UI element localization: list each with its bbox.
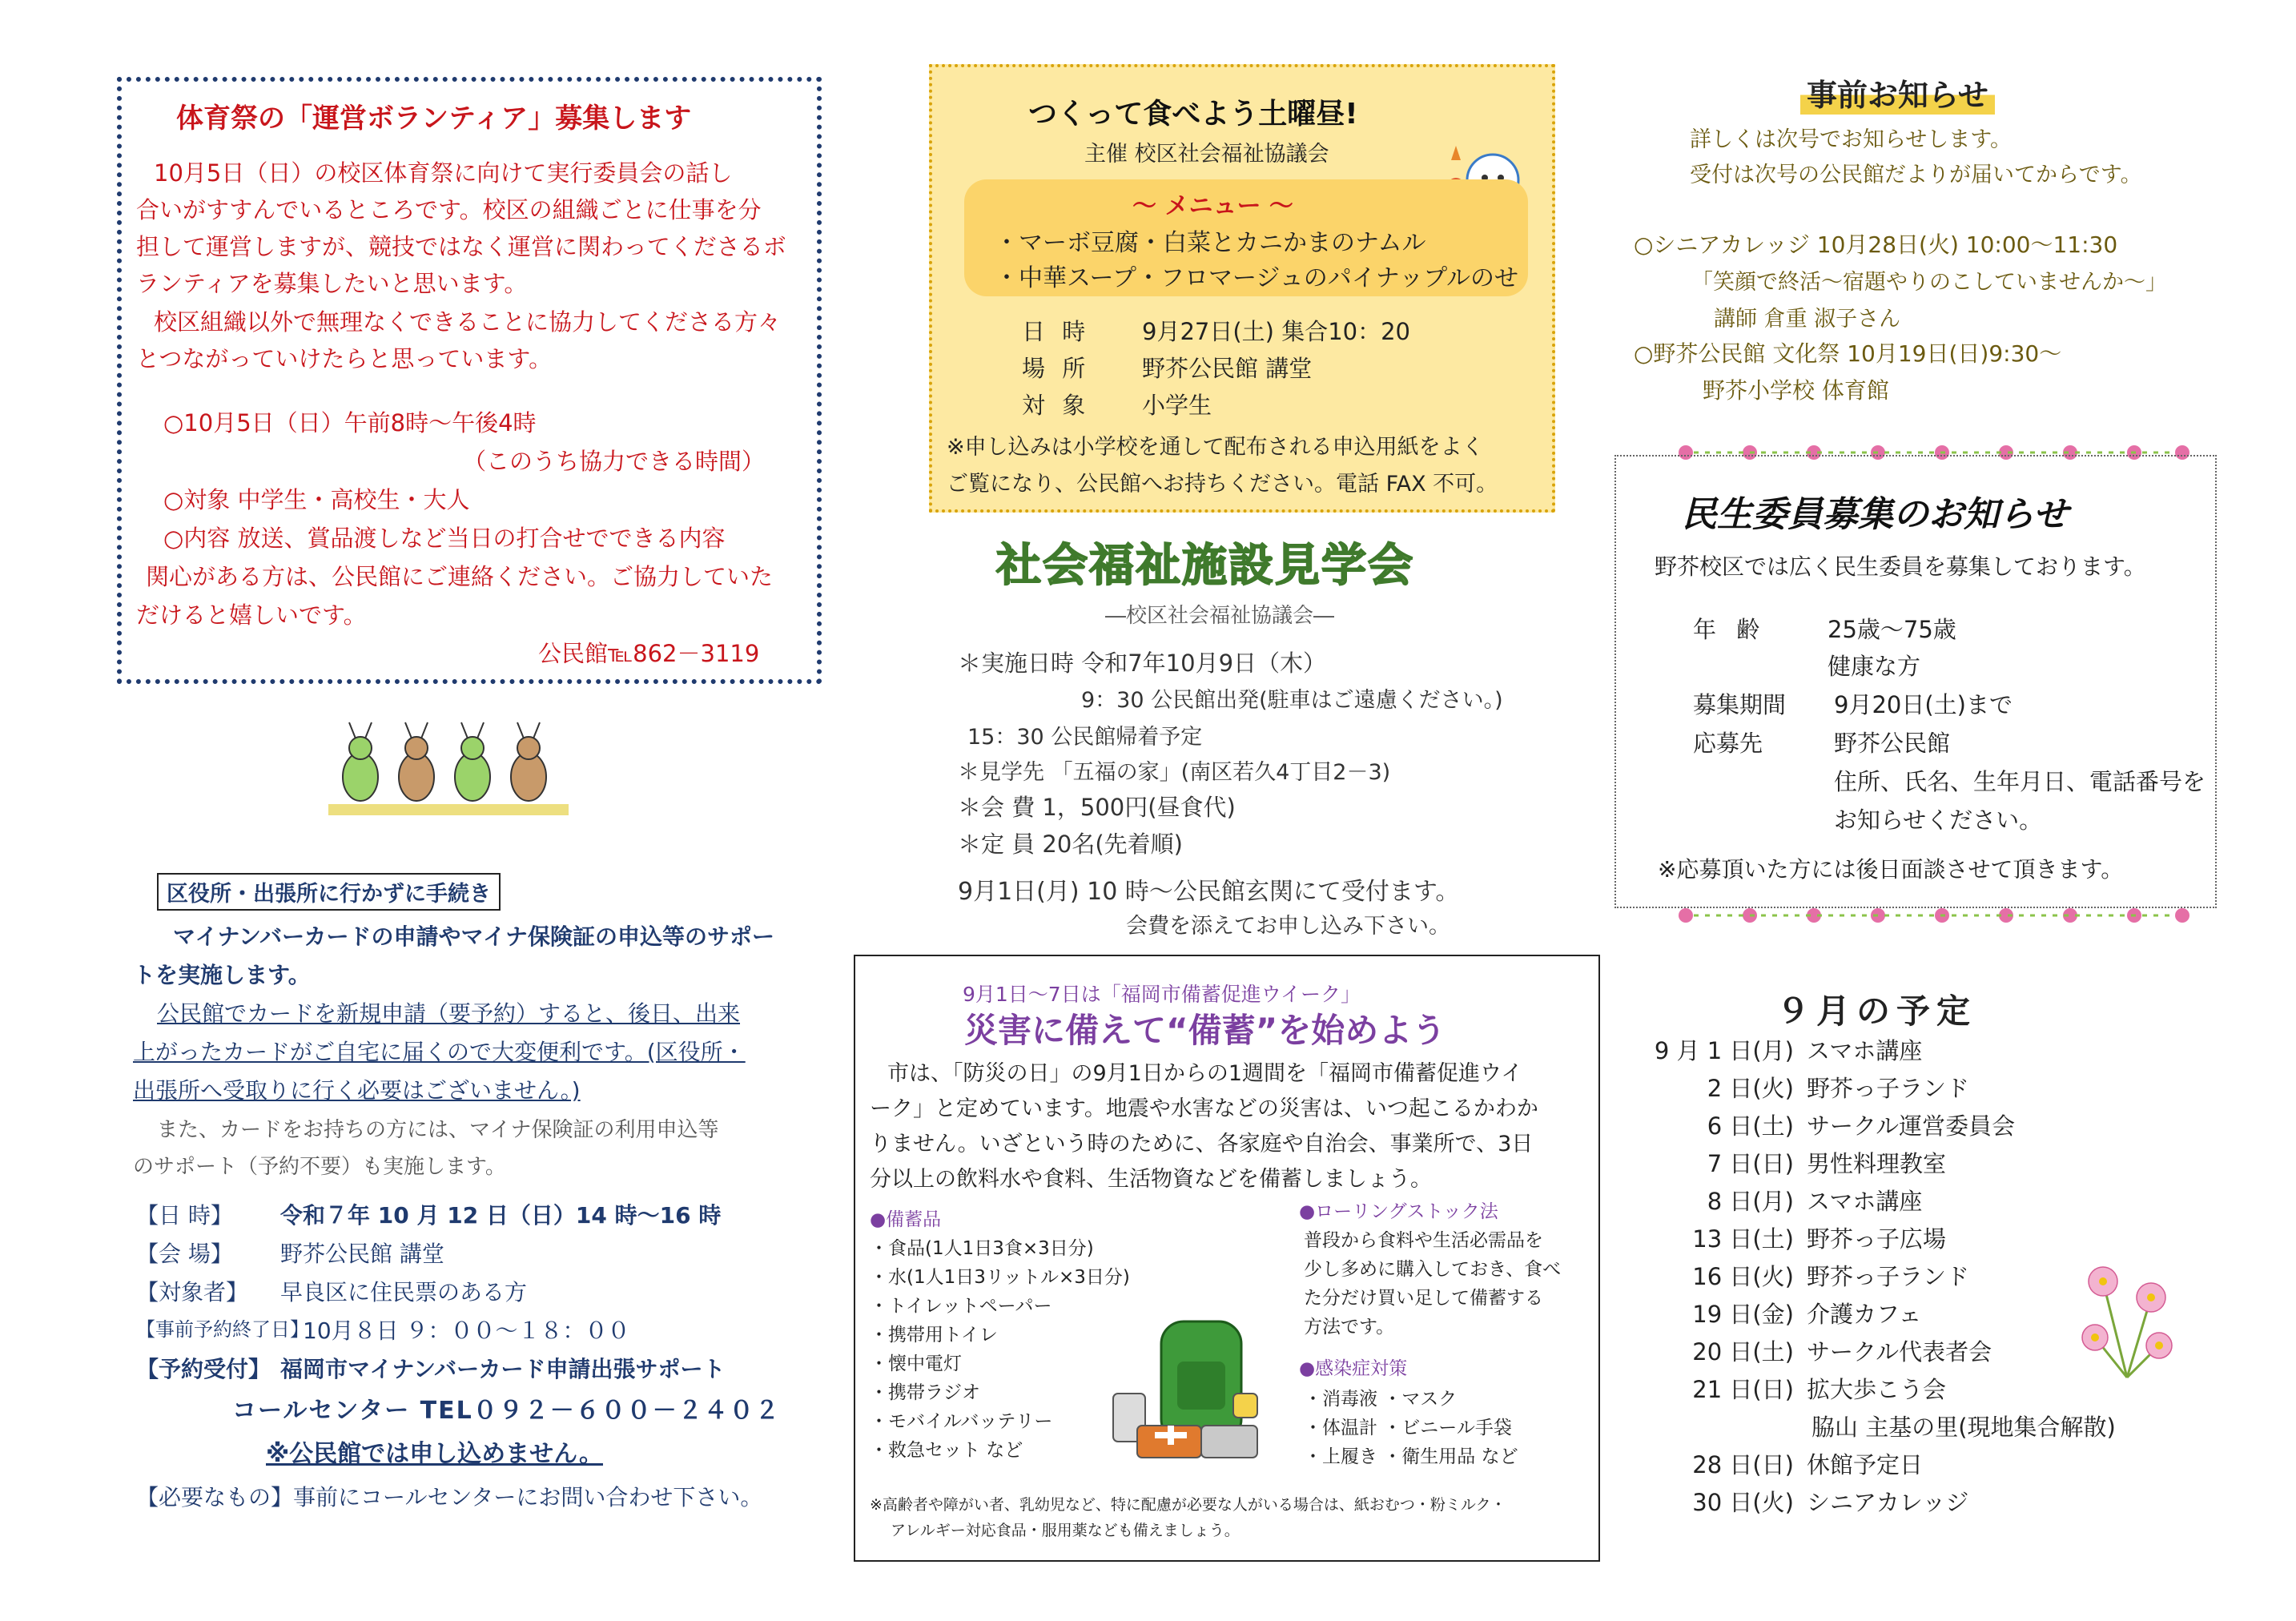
stock-item: ・懐中電灯 [870, 1354, 962, 1374]
visit-subtitle: ―校区社会福祉協議会― [1105, 604, 1335, 628]
volunteer-tel: 公民館℡862－3119 [538, 640, 760, 667]
schedule-event: 休館予定日 [1807, 1451, 1924, 1478]
visit-line: ＊定 員 20名(先着順) [958, 831, 1183, 858]
stock-item: ・携帯用トイレ [870, 1325, 998, 1345]
visit-line: ＊会 費 1，500円(昼食代) [958, 794, 1236, 821]
minsei-box [1614, 455, 2217, 908]
disaster-body: りません。いざという時のために、各家庭や自治会、事業所で、3日 [870, 1132, 1534, 1156]
mynumber-underlined: 上がったカードがご自宅に届くので大変便利です。(区役所・ [133, 1039, 746, 1065]
disaster-footnote: アレルギー対応食品・服用薬なども備えましょう。 [891, 1522, 1240, 1539]
schedule-date: 20 日(土) [1692, 1338, 1794, 1366]
insect-icon [399, 722, 434, 801]
mynumber-row-value: 野芥公民館 講堂 [280, 1241, 444, 1267]
volunteer-title: 体育祭の「運営ボランティア」募集します [176, 103, 692, 135]
schedule-date: 6 日(土) [1707, 1112, 1794, 1140]
schedule-date: 21 日(日) [1692, 1376, 1794, 1403]
schedule-date: 13 日(土) [1692, 1225, 1794, 1253]
schedule-date: 2 日(火) [1707, 1075, 1794, 1102]
volunteer-content: ○内容 放送、賞品渡しなど当日の打合せでできる内容 [163, 525, 726, 552]
stock-item: ・食品(1人1日3食×3日分) [870, 1238, 1094, 1259]
emergency-backpack-icon [1105, 1305, 1281, 1466]
stock-item: ・救急セット など [870, 1440, 1023, 1461]
minsei-period-value: 9月20日(土)まで [1834, 691, 2013, 718]
cooking-date-label: 日 時 [1022, 318, 1091, 345]
mynumber-paragraph: のサポート（予約不要）も実施します。 [133, 1155, 506, 1179]
disaster-tag: 9月1日～7日は「福岡市備蓄促進ウイーク」 [963, 983, 1361, 1006]
menu-item: ・中華スープ・フロマージュのパイナップルのせ [995, 264, 1518, 292]
notice-title: 事前お知らせ [1800, 70, 1995, 115]
minsei-apply-detail: お知らせください。 [1834, 806, 2043, 834]
visit-line: ＊見学先 「五福の家」(南区若久4丁目2－3) [958, 760, 1391, 785]
schedule-event: サークル代表者会 [1807, 1338, 1992, 1366]
notice-item: 野芥小学校 体育館 [1703, 377, 1889, 404]
disaster-footnote: ※高齢者や障がい者、乳幼児など、特に配慮が必要な人がいる場合は、紙おむつ・粉ミルク・ [870, 1496, 1506, 1514]
mynumber-callcenter: コールセンター TEL０９２－６００－２４０２ [232, 1397, 781, 1425]
disaster-box [854, 955, 1600, 1562]
insect-icon [511, 722, 546, 801]
menu-panel [964, 179, 1528, 296]
visit-fee-note: 会費を添えてお申し込み下さい。 [1126, 914, 1450, 939]
schedule-date: 8 日(月) [1707, 1188, 1794, 1215]
disaster-body: 分以上の飲料水や食料、生活物資などを備蓄しましょう。 [870, 1167, 1432, 1192]
stock-item: ・モバイルバッテリー [870, 1411, 1053, 1432]
mynumber-row-value: 福岡市マイナンバーカード申請出張サポート [280, 1356, 726, 1382]
rolling-line: 普段から食料や生活必需品を [1304, 1230, 1543, 1251]
cooking-place-value: 野芥公民館 講堂 [1142, 355, 1313, 382]
mynumber-row-label: 【日 時】 [136, 1202, 233, 1229]
infection-line: ・消毒液 ・マスク [1304, 1389, 1458, 1410]
menu-item: ・マーボ豆腐・白菜とカニかまのナムル [995, 229, 1426, 257]
insect-icon [455, 722, 490, 801]
schedule-date: 7 日(日) [1707, 1150, 1794, 1177]
cooking-note: ※申し込みは小学校を通して配布される申込用紙をよく [947, 435, 1484, 460]
minsei-apply-detail: 住所、氏名、生年月日、電話番号を [1834, 768, 2206, 795]
volunteer-line: 担して運営しますが、競技ではなく運営に関わってくださるボ [136, 233, 786, 260]
volunteer-time-note: （このうち協力できる時間） [463, 448, 766, 475]
schedule-event: 拡大歩こう会 [1807, 1376, 1947, 1403]
visit-reception: 9月1日(月) 10 時～公民館玄関にて受付ます。 [958, 878, 1460, 906]
schedule-event: 脇山 主基の里(現地集合解散) [1811, 1414, 2116, 1441]
stock-item: ・トイレットペーパー [870, 1296, 1052, 1317]
mynumber-lead: トを実施します。 [133, 962, 311, 988]
cooking-host: 主催 校区社会福祉協議会 [1084, 142, 1329, 167]
minsei-age-label: 年 齢 [1693, 616, 1767, 643]
visit-title: 社会福祉施設見学会 [996, 540, 1414, 592]
infection-title: ●感染症対策 [1299, 1358, 1408, 1379]
cooking-target-label: 対 象 [1022, 392, 1091, 419]
schedule-event: シニアカレッジ [1807, 1489, 1969, 1516]
mynumber-underlined: 出張所へ受取りに行く必要はございません。) [133, 1077, 581, 1104]
volunteer-contact: 関心がある方は、公民館にご連絡ください。ご協力していた [146, 563, 774, 590]
cooking-title: つくって食べよう土曜昼! [1028, 98, 1358, 131]
schedule-date: 16 日(火) [1692, 1263, 1794, 1290]
notice-item: ○野芥公民館 文化祭 10月19日(日)9:30～ [1634, 340, 2062, 367]
flower-border-icon [1674, 903, 2194, 927]
notice-line: 受付は次号の公民館だよりが届いてからです。 [1690, 163, 2142, 187]
infection-line: ・上履き ・衛生用品 など [1304, 1446, 1518, 1467]
rolling-line: た分だけ買い足して備蓄する [1304, 1288, 1543, 1309]
schedule-date: 28 日(日) [1692, 1451, 1794, 1478]
schedule-event: 男性料理教室 [1807, 1150, 1947, 1177]
cooking-target-value: 小学生 [1142, 392, 1212, 419]
minsei-apply-label: 応募先 [1693, 730, 1763, 757]
schedule-event: 野芥っ子広場 [1807, 1225, 1947, 1253]
visit-line: ＊実施日時 令和7年10月9日（木） [958, 650, 1327, 677]
minsei-apply-value: 野芥公民館 [1834, 730, 1951, 757]
schedule-event: スマホ講座 [1807, 1037, 1923, 1064]
minsei-note: ※応募頂いた方には後日面談させて頂きます。 [1658, 856, 2124, 883]
minsei-period-label: 募集期間 [1693, 691, 1787, 718]
minsei-health: 健康な方 [1828, 653, 1921, 680]
schedule-list [1634, 1033, 2130, 1530]
mynumber-row-value: 早良区に住民票のある方 [280, 1279, 528, 1305]
disaster-body: 市は、「防災の日」の9月1日からの1週間を「福岡市備蓄促進ウイ [887, 1061, 1523, 1086]
schedule-date: 19 日(金) [1692, 1301, 1794, 1328]
insect-band-illustration [328, 721, 569, 825]
volunteer-line: とつながっていけたらと思っています。 [136, 345, 553, 372]
schedule-title: ９月の予定 [1776, 992, 1977, 1031]
disaster-body: ーク」と定めています。地震や水害などの災害は、いつ起こるかわか [870, 1096, 1538, 1121]
volunteer-line: 10月5日（日）の校区体育祭に向けて実行委員会の話し [154, 159, 733, 187]
schedule-event: スマホ講座 [1807, 1188, 1923, 1215]
mynumber-row-value: 令和７年 10 月 12 日（日）14 時～16 時 [280, 1202, 722, 1229]
mynumber-row-label: 【会 場】 [136, 1241, 233, 1267]
notice-item: 講師 倉重 淑子さん [1714, 307, 1901, 332]
rolling-title: ●ローリングストック法 [1299, 1201, 1498, 1222]
mynumber-row-value: 10月８日 ９：００～１８：００ [303, 1317, 630, 1344]
volunteer-target: ○対象 中学生・高校生・大人 [163, 486, 470, 513]
schedule-event: サークル運営委員会 [1807, 1112, 2016, 1140]
mynumber-underlined: 公民館でカードを新規申請（要予約）すると、後日、出来 [157, 1000, 741, 1027]
mynumber-row-label: 【予約受付】 [136, 1356, 271, 1382]
minsei-title: 民生委員募集のお知らせ [1682, 494, 2069, 535]
schedule-date: 30 日(火) [1692, 1489, 1794, 1516]
schedule-event: 野芥っ子ランド [1807, 1075, 1970, 1102]
infection-line: ・体温計 ・ビニール手袋 [1304, 1418, 1512, 1438]
volunteer-line: 合いがすすんでいるところです。校区の組織ごとに仕事を分 [136, 196, 762, 223]
stock-title: ●備蓄品 [870, 1209, 942, 1230]
mynumber-needs: 【必要なもの】事前にコールセンターにお問い合わせ下さい。 [136, 1484, 763, 1510]
cooking-place-label: 場 所 [1022, 355, 1091, 382]
mynumber-row-label: 【事前予約終了日】 [136, 1318, 309, 1341]
cooking-date-value: 9月27日(土) 集合10：20 [1142, 318, 1411, 345]
rolling-line: 方法です。 [1304, 1317, 1395, 1337]
mynumber-paragraph: また、カードをお持ちの方には、マイナ保険証の利用申込等 [157, 1118, 719, 1142]
schedule-event: 野芥っ子ランド [1807, 1263, 1970, 1290]
notice-item: ○シニアカレッジ 10月28日(火) 10:00～11:30 [1634, 231, 2118, 258]
rolling-line: 少し多めに購入しておき、食べ [1304, 1259, 1562, 1280]
volunteer-line: 校区組織以外で無理なくできることに協力してくださる方々 [154, 308, 782, 336]
cooking-note: ご覧になり、公民館へお持ちください。電話 FAX 不可。 [947, 472, 1498, 497]
notice-line: 詳しくは次号でお知らせします。 [1690, 127, 2013, 152]
notice-item: 「笑顔で終活～宿題やりのこしていませんか～」 [1691, 270, 2167, 295]
stock-item: ・携帯ラジオ [870, 1382, 980, 1403]
menu-title: ～ メニュー ～ [1132, 192, 1293, 220]
stock-item: ・水(1人1日3リットル×3日分) [870, 1267, 1130, 1288]
mynumber-warning: ※公民館では申し込めません。 [266, 1440, 603, 1468]
visit-line: 9：30 公民館出発(駐車はご遠慮ください。) [1081, 688, 1503, 713]
insect-icon [343, 722, 378, 801]
volunteer-line: ランティアを募集したいと思います。 [136, 270, 528, 297]
mynumber-lead: マイナンバーカードの申請やマイナ保険証の申込等のサポー [173, 923, 774, 950]
volunteer-contact: だけると嬉しいです。 [136, 601, 367, 629]
minsei-intro: 野芥校区では広く民生委員を募集しております。 [1655, 553, 2146, 580]
mynumber-row-label: 【対象者】 [136, 1279, 249, 1305]
disaster-title: 災害に備えて“備蓄”を始めよう [964, 1011, 1446, 1050]
mynumber-header: 区役所・出張所に行かずに手続き [157, 873, 501, 911]
cooking-box [929, 64, 1555, 513]
cosmos-flower-illustration [2071, 1249, 2183, 1386]
visit-line: 15：30 公民館帰着予定 [967, 725, 1203, 750]
minsei-age-value: 25歳～75歳 [1828, 616, 1956, 643]
schedule-event: 介護カフェ [1807, 1301, 1922, 1328]
volunteer-time: ○10月5日（日）午前8時～午後4時 [163, 409, 537, 436]
volunteer-box [117, 77, 822, 684]
schedule-date: 9 月 1 日(月) [1654, 1037, 1794, 1064]
